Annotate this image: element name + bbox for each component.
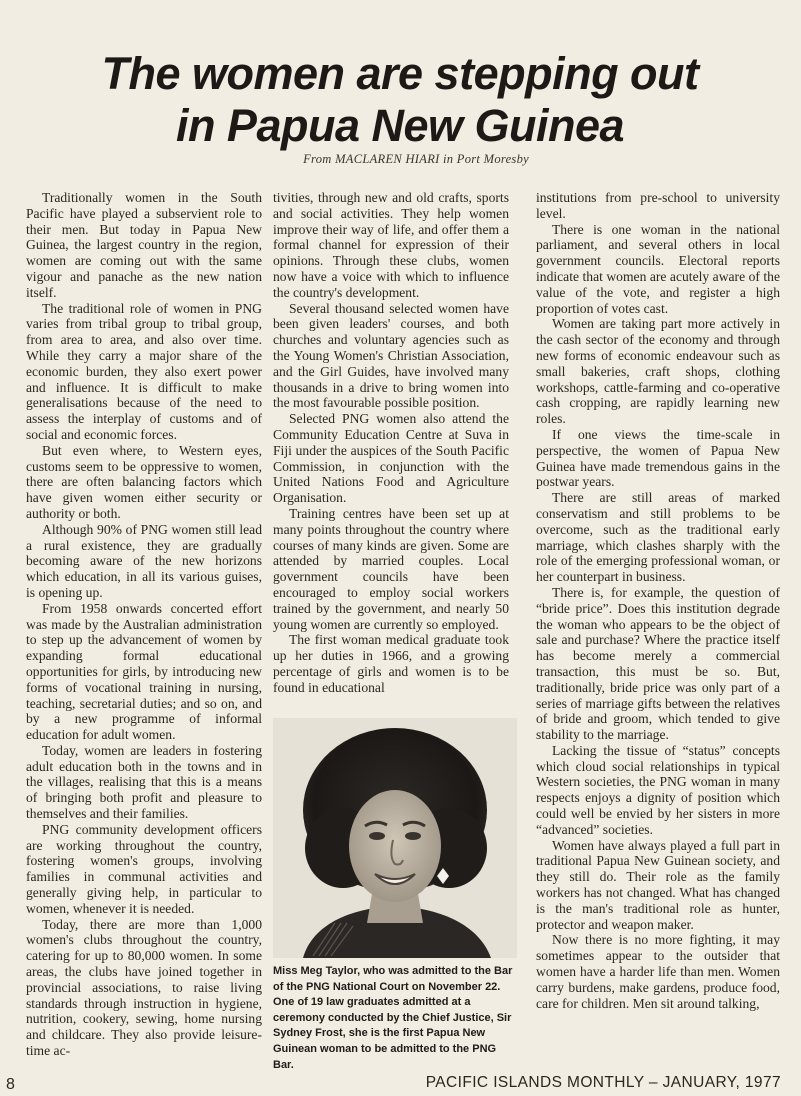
portrait-photo — [273, 718, 517, 958]
page-number: 8 — [6, 1076, 15, 1093]
paragraph: Now there is no more fighting, it may sometimes appear to the outsider that women have a harder life than men. Women carry burdens, make gardens, produce food, care for children. Men sit around talking, — [536, 932, 780, 1011]
paragraph: The first woman medical graduate took up her duties in 1966, and a growing percentage of girls and women is to be found in educational — [273, 632, 509, 695]
paragraph: Selected PNG women also attend the Community Education Centre at Suva in Fiji under the auspices of the South Pacific Commission, in conjunction with the United Nations Food and Agriculture Organisation. — [273, 411, 509, 506]
paragraph: Today, women are leaders in fostering adult education both in the towns and in the villages, realising that this is a means of bringing both profit and pleasure to themselves and their families. — [26, 742, 262, 822]
paragraph: From 1958 onwards concerted effort was made by the Australian administration to step up the advancement of women by expanding formal educational opportunities for girls, by introducing new forms of vocational training in nursing, teaching, secretarial duties; and so on, and by a new programme of informal education for adult women. — [26, 600, 262, 743]
publication-footer: PACIFIC ISLANDS MONTHLY – JANUARY, 1977 — [425, 1074, 781, 1091]
paragraph: Women are taking part more actively in the cash sector of the economy and through new forms of economic endeavour such as small bakeries, craft shops, clothing workshops, cattle-farming and co-operative cash cropping, are rapidly learning new roles. — [536, 316, 780, 427]
paragraph: institutions from pre-school to university level. — [536, 190, 780, 221]
paragraph: Training centres have been set up at many points throughout the country where courses of many kinds are given. Some are attended by married couples. Local government councils have been encouraged to employ social workers trained by the government, and nearly 50 young women are currently so employed. — [273, 505, 509, 632]
headline-line-1: The women are stepping out — [101, 48, 699, 99]
paragraph: Several thousand selected women have been given leaders' courses, and both churches and voluntary agencies such as the Young Women's Christian Association, and the Girl Guides, have involved many thousands in a drive to bring women into the most favourable possible position. — [273, 300, 509, 411]
article-column-1 — [26, 190, 262, 1059]
article-headline — [20, 48, 780, 152]
paragraph: Traditionally women in the South Pacific have played a subservient role to their men. But today in Papua New Guinea, the largest country in the region, women are coming out with the same vigour and panache as the new nation itself. — [26, 190, 262, 300]
photo-caption: Miss Meg Taylor, who was admitted to the Bar of the PNG National Court on November 22. One of 19 law graduates admitted at a ceremony conducted by the Chief Justice, Sir Sydney Frost, she is the first Papua New Guinean woman to be admitted to the PNG Bar. — [273, 965, 513, 1071]
paragraph: The traditional role of women in PNG varies from tribal group to tribal group, from area to area, and also over time. While they carry a major share of the economic burden, they also exert power and influence. It is difficult to make generalisations because of the need to assess the interplay of customs and of social and economic forces. — [26, 300, 262, 442]
paragraph: But even where, to Western eyes, customs seem to be oppressive to women, there are often balancing factors which have given women either security or authority or both. — [26, 442, 262, 521]
byline: From MACLAREN HIARI in Port Moresby — [303, 152, 529, 166]
paragraph: Today, there are more than 1,000 women's clubs throughout the country, catering for up to 80,000 women. In some areas, the clubs have joined together in provincial associations, to raise living standards through instruction in hygiene, nutrition, cookery, sewing, home nursing and childcare. They also provide leisure-time ac- — [26, 916, 262, 1059]
paragraph: If one views the time-scale in perspective, the women of Papua New Guinea have made tremendous gains in the postwar years. — [536, 426, 780, 490]
paragraph: PNG community development officers are working throughout the country, fostering women's groups, involving families in communal activities and generally giving help, in particular to women, whenever it is needed. — [26, 821, 262, 916]
paragraph: There is one woman in the national parliament, and several others in local government councils. Electoral reports indicate that women are acutely aware of the value of the vote, and register a high proportion of votes cast. — [536, 221, 780, 316]
paragraph: There is, for example, the question of “bride price”. Does this institution degrade the woman who appears to be the object of sale and purchase? Where the practice itself has become merely a commercial transaction, this must be so. But, traditionally, bride price was only part of a series of marriage gifts between the relatives of bride and groom, which tended to give stability to the marriage. — [536, 584, 780, 743]
paragraph: tivities, through new and old crafts, sports and social activities. They help women improve their way of life, and offer them a formal channel for expression of their opinions. Through these clubs, women now have a voice with which to influence the country's development. — [273, 190, 509, 300]
article-column-3 — [536, 190, 780, 1011]
paragraph: Lacking the tissue of “status” concepts which cloud social relationships in typical Western societies, the PNG woman in many respects enjoys a dignity of position which could well be envied by her sisters in more “advanced” societies. — [536, 742, 780, 837]
paragraph: Women have always played a full part in traditional Papua New Guinean society, and they still do. Their role as the family workers has not changed. What has changed is the man's traditional role as hunter, protector and weapon maker. — [536, 837, 780, 932]
portrait-illustration — [273, 718, 517, 958]
headline-line-2: in Papua New Guinea — [175, 100, 625, 151]
photo-block — [273, 718, 517, 1073]
paragraph: There are still areas of marked conservatism and still problems to be overcome, such as the traditional early marriage, which clashes sharply with the role of the emerging professional woman, or her counterpart in business. — [536, 490, 780, 585]
article-column-2 — [273, 190, 509, 696]
paragraph: Although 90% of PNG women still lead a rural existence, they are gradually becoming aware of the new horizons which education, in all its various guises, is opening up. — [26, 521, 262, 600]
